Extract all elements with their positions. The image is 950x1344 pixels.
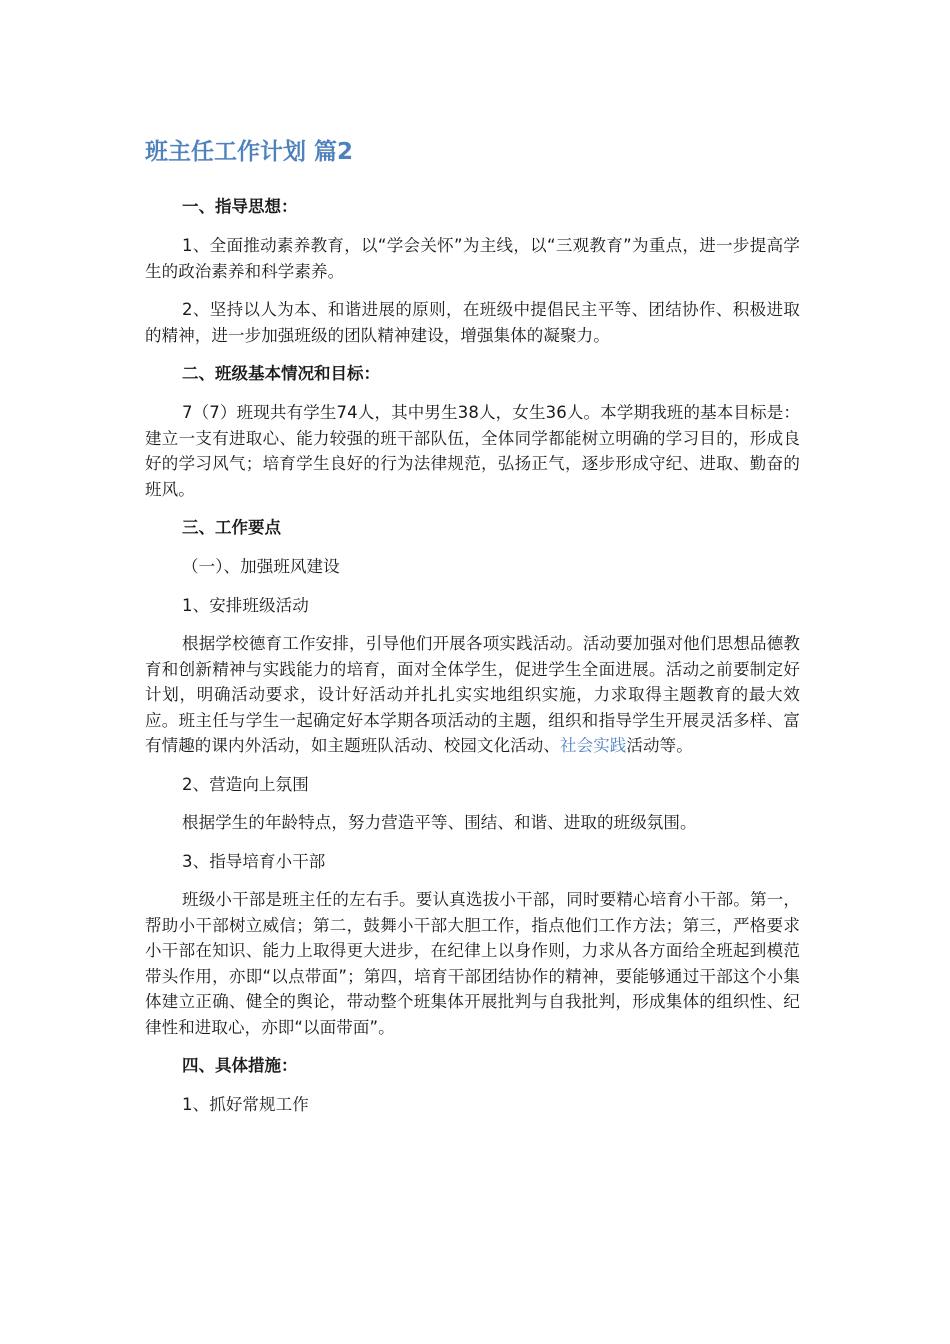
- paragraph: 1、全面推动素养教育，以“学会关怀”为主线，以“三观教育”为重点，进一步提高学生的政治素养和科学素养。: [145, 236, 800, 281]
- item-heading: 1、安排班级活动: [182, 595, 309, 615]
- subheading-class-spirit: （一）、加强班风建设: [182, 557, 340, 576]
- document-title: 班主任工作计划 篇2: [145, 139, 354, 165]
- section-heading-work-points: 三、工作要点: [182, 518, 281, 537]
- paragraph: 7（7）班现共有学生74人，其中男生38人，女生36人。本学期我班的基本目标是：建立一支有进取心、能力较强的班干部队伍，全体同学都能树立明确的学习目的，形成良好的学习风气；培育学生良好的行为法律规范，弘扬正气，逐步形成守纪、进取、勤奋的班风。: [145, 403, 800, 499]
- social-practice-link[interactable]: 社会实践: [560, 736, 627, 755]
- paragraph: 班级小干部是班主任的左右手。要认真选拔小干部，同时要精心培育小干部。第一，帮助小干部树立威信；第二，鼓舞小干部大胆工作，指点他们工作方法；第三，严格要求小干部在知识、能力上取得更大进步，在纪律上以身作则，力求从各方面给全班起到模范带头作用，亦即“以点带面”；第四，培育干部团结协作的精神，要能够通过干部这个小集体建立正确、健全的舆论，带动整个班集体开展批判与自我批判，形成集体的组织性、纪律性和进取心，亦即“以面带面”。: [145, 890, 800, 1037]
- item-heading: 1、抓好常规工作: [182, 1095, 309, 1114]
- paragraph-text: 活动等。: [626, 736, 693, 755]
- paragraph: 根据学生的年龄特点，努力营造平等、围结、和谐、进取的班级氛围。: [182, 813, 697, 832]
- section-heading-measures: 四、具体措施：: [182, 1056, 298, 1075]
- paragraph: 2、坚持以人为本、和谐进展的原则，在班级中提倡民主平等、团结协作、积极进取的精神，进一步加强班级的团队精神建设，增强集体的凝聚力。: [145, 300, 800, 345]
- paragraph-text: 根据学校德育工作安排，引导他们开展各项实践活动。活动要加强对他们思想品德教育和创新精神与实践能力的培育，面对全体学生，促进学生全面进展。活动之前要制定好计划，明确活动要求，设计好活动并扎扎实实地组织实施，力求取得主题教育的最大效应。班主任与学生一起确定好本学期各项活动的主题，组织和指导学生开展灵活多样、富有情趣的课内外活动，如主题班队活动、校园文化活动、: [145, 634, 800, 755]
- paragraph: [145, 631, 800, 759]
- item-heading: 3、指导培育小干部: [182, 851, 326, 871]
- section-heading-class-situation: 二、班级基本情况和目标：: [182, 364, 380, 383]
- item-heading: 2、营造向上氛围: [182, 774, 309, 794]
- section-heading-guiding-ideology: 一、指导思想：: [182, 197, 298, 216]
